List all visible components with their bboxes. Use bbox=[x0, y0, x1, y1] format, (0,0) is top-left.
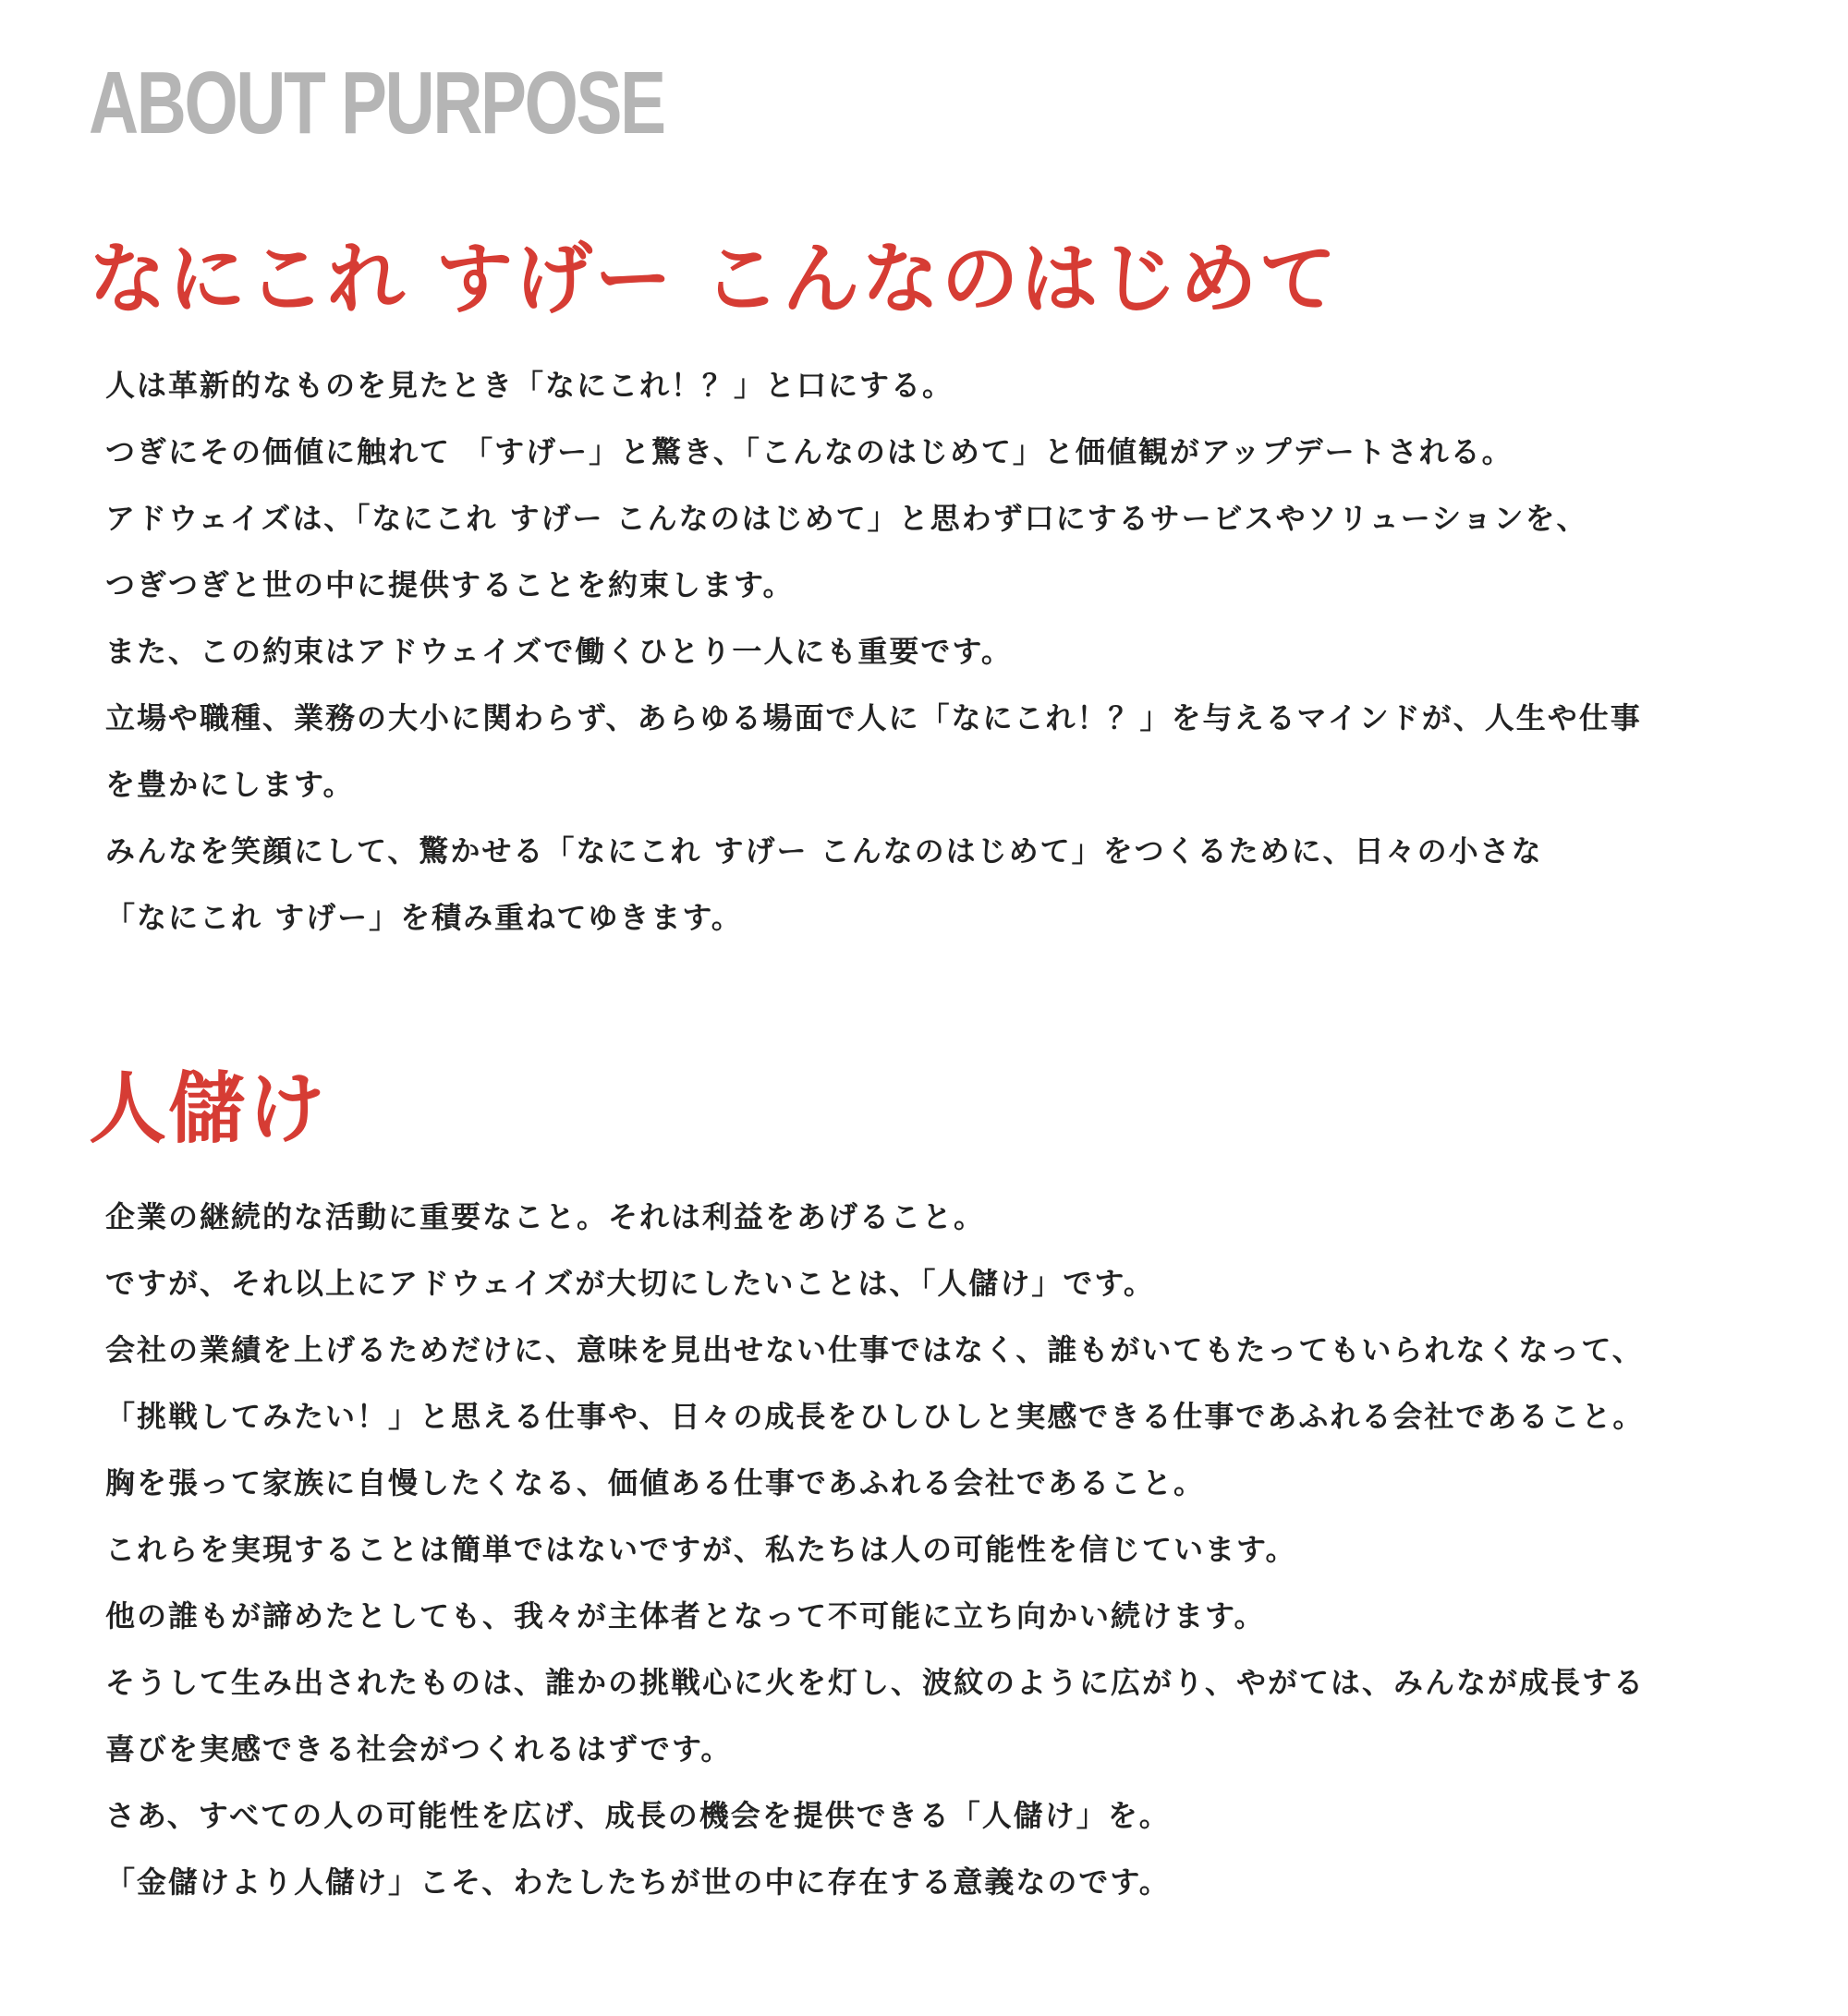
body-line: 「なにこれ すげー」を積み重ねてゆきます。 bbox=[105, 899, 743, 935]
body-line: そうして生み出されたものは、誰かの挑戦心に火を灯し、波紋のように広がり、やがては、みんなが成長する bbox=[105, 1664, 1646, 1700]
body-line: 立場や職種、業務の大小に関わらず、あらゆる場面で人に「なにこれ！？」を与えるマインドが、人生や仕事 bbox=[105, 699, 1642, 735]
section-body bbox=[89, 352, 1759, 951]
body-line: 喜びを実感できる社会がつくれるはずです。 bbox=[105, 1731, 733, 1767]
body-line: 「挑戦してみたい！」と思える仕事や、日々の成長をひしひしと実感できる仕事であふれる会社であること。 bbox=[105, 1398, 1645, 1434]
section-heading: なにこれ すげー こんなのはじめて bbox=[89, 234, 1339, 324]
body-line: また、この約束はアドウェイズで働くひとり一人にも重要です。 bbox=[105, 633, 1013, 669]
section-body bbox=[89, 1184, 1759, 1915]
body-line: を豊かにします。 bbox=[105, 766, 355, 802]
purpose-section-nanikore bbox=[89, 233, 1759, 951]
body-line: ですが、それ以上にアドウェイズが大切にしたいことは、「人儲け」です。 bbox=[105, 1265, 1155, 1301]
body-line: さあ、すべての人の可能性を広げ、成長の機会を提供できる「人儲け」を。 bbox=[105, 1797, 1171, 1833]
body-line: みんなを笑顔にして、驚かせる「なにこれ すげー こんなのはじめて」をつくるために、日々の小さな bbox=[105, 832, 1543, 868]
body-line: 企業の継続的な活動に重要なこと。それは利益をあげること。 bbox=[105, 1198, 986, 1234]
body-line: 胸を張って家族に自慢したくなる、価値ある仕事であふれる会社であること。 bbox=[105, 1464, 1206, 1500]
page-eyebrow-title: ABOUT PURPOSE bbox=[89, 54, 664, 152]
section-heading: 人儲け bbox=[89, 1063, 328, 1154]
body-line: 「金儲けより人儲け」こそ、わたしたちが世の中に存在する意義なのです。 bbox=[105, 1864, 1171, 1900]
body-line: アドウェイズは、「なにこれ すげー こんなのはじめて」と思わず口にするサービスやソリューションを、 bbox=[105, 500, 1588, 536]
body-line: 会社の業績を上げるためだけに、意味を見出せない仕事ではなく、誰もがいてもたってもいられなくなって、 bbox=[105, 1331, 1644, 1367]
body-line: これらを実現することは簡単ではないですが、私たちは人の可能性を信じています。 bbox=[105, 1531, 1297, 1567]
body-line: 他の誰もが諦めたとしても、我々が主体者となって不可能に立ち向かい続けます。 bbox=[105, 1597, 1266, 1633]
purpose-section-hitomouke bbox=[89, 1063, 1759, 1915]
body-line: 人は革新的なものを見たとき「なにこれ！？」と口にする。 bbox=[105, 367, 954, 403]
body-line: つぎにその価値に触れて 「すげー」と驚き、「こんなのはじめて」と価値観がアップデートされる。 bbox=[105, 433, 1514, 469]
body-line: つぎつぎと世の中に提供することを約束します。 bbox=[105, 566, 795, 602]
